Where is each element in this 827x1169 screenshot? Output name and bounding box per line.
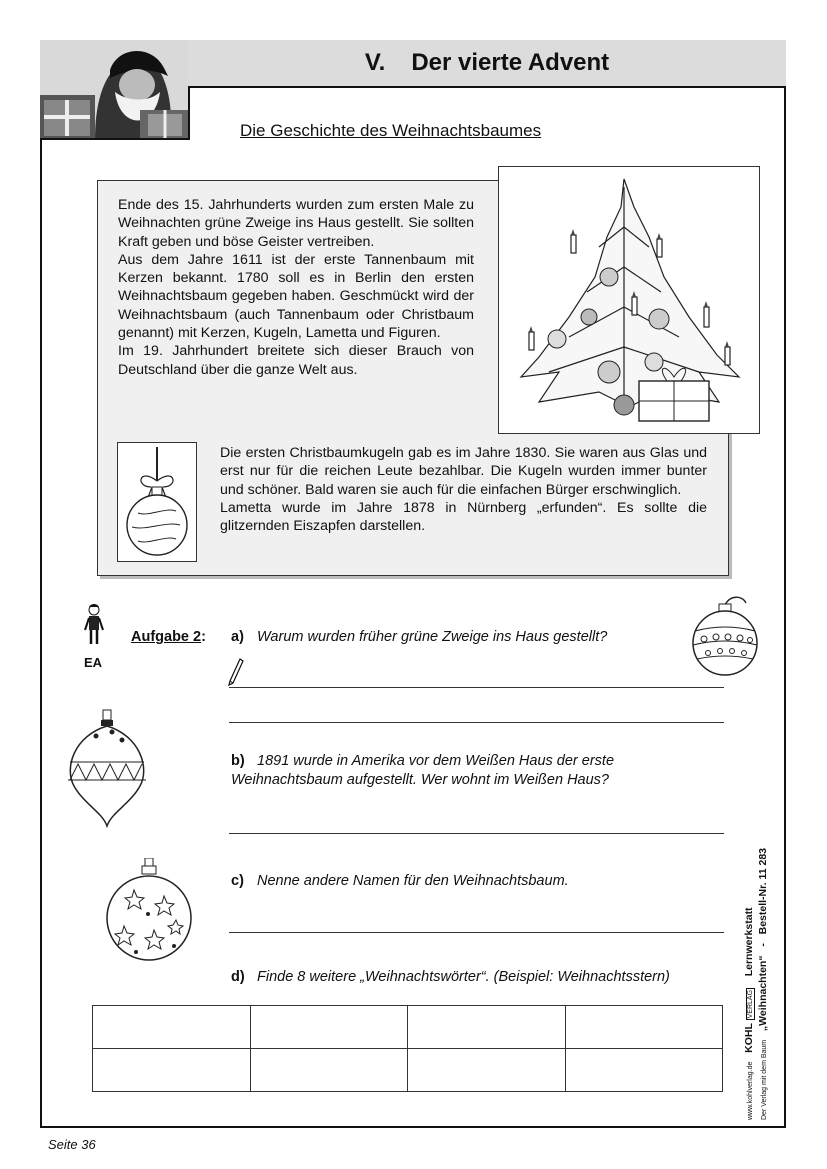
work-form-label: EA	[84, 655, 103, 670]
word-cell-7[interactable]	[408, 1049, 566, 1092]
publisher-sidebar	[743, 848, 789, 1120]
word-cell-1[interactable]	[93, 1006, 251, 1049]
info-paragraph-2	[220, 444, 707, 535]
task-label-colon: :	[201, 629, 206, 645]
ornament-stars-icon	[104, 858, 196, 978]
word-cell-8[interactable]	[565, 1049, 723, 1092]
word-cell-4[interactable]	[565, 1006, 723, 1049]
question-d-text: Finde 8 weitere „Weihnachtswörter“. (Beispiel: Weihnachtsstern)	[257, 969, 670, 985]
question-a-text: Warum wurden früher grüne Zweige ins Haus gestellt?	[257, 629, 608, 645]
word-cell-3[interactable]	[408, 1006, 566, 1049]
child-figure-icon	[83, 604, 105, 644]
publisher-name: KOHL	[743, 1023, 755, 1053]
question-d-letter: d)	[231, 969, 245, 985]
question-c	[231, 872, 681, 891]
word-cell-2[interactable]	[250, 1006, 408, 1049]
task-label	[131, 629, 206, 645]
word-cell-5[interactable]	[93, 1049, 251, 1092]
page-subtitle: Die Geschichte des Weihnachtsbaumes	[240, 121, 542, 140]
question-c-text: Nenne andere Namen für den Weihnachtsbaum.	[257, 873, 569, 889]
answer-line-c[interactable]	[229, 932, 724, 933]
publisher-badge: VERLAG	[747, 989, 754, 1019]
santa-illustration	[40, 40, 190, 140]
sidebar-separator: -	[757, 943, 769, 947]
question-a-letter: a)	[231, 629, 244, 645]
sidebar-row-2	[757, 848, 771, 1120]
order-number: Bestell-Nr. 11 283	[757, 848, 769, 935]
question-b-text: 1891 wurde in Amerika vor dem Weißen Haus der erste Weihnachtsbaum aufgestellt. Wer wohnt im Weißen Haus?	[231, 753, 615, 788]
question-d	[231, 968, 731, 987]
task-label-text: Aufgabe 2	[131, 629, 202, 645]
sidebar-row-1	[743, 860, 757, 1120]
answer-line-b[interactable]	[229, 833, 724, 834]
chapter-title-bar	[188, 40, 786, 88]
answer-line-a2[interactable]	[229, 722, 724, 723]
ornament-drop-icon	[64, 708, 154, 828]
info-paragraph-1	[118, 196, 474, 379]
info-paragraph-2-text: Die ersten Christbaumkugeln gab es im Jahre 1830. Sie waren aus Glas und erst nur für die reichen Leute bezahlbar. Die Kugeln wurden immer bunter und schöner. Bald waren sie auch für die einfachen Bürger erschwinglich. Lametta wurde im Jahre 1878 in Nürnberg „erfunden“. Es sollte die glitzernden Eiszapfen darstellen.	[220, 445, 707, 535]
publisher-slogan: Der Verlag mit dem Baum	[761, 1039, 768, 1120]
question-b	[231, 752, 701, 790]
answer-line-a1[interactable]	[229, 687, 724, 688]
question-c-letter: c)	[231, 873, 244, 889]
publisher-website: www.kohlverlag.de	[747, 1061, 754, 1120]
chapter-number: V.	[364, 49, 386, 76]
product-line-2: „Weihnachten“	[757, 955, 769, 1032]
info-paragraph-1-text: Ende des 15. Jahrhunderts wurden zum ersten Male zu Weihnachten grüne Zweige ins Haus gestellt. Sie sollten Kraft geben und böse Geister vertreiben. Aus dem Jahre 1611 ist der erste Tannenbaum mit Kerzen bekannt. 1780 soll es in Berlin den ersten Weihnachtsbaum gegeben haben. Geschmückt wird der Weihnachtsbaum (auch Tannenbaum oder Christbaum genannt) mit Kerzen, Kugeln, Lametta und Figuren. Im 19. Jahrhundert breitete sich dieser Brauch von Deutschland über die ganze Welt aus.	[118, 197, 474, 378]
word-cell-6[interactable]	[250, 1049, 408, 1092]
page-number: Seite 36	[48, 1137, 96, 1152]
question-b-letter: b)	[231, 753, 245, 769]
question-a	[231, 628, 681, 647]
christmas-tree-illustration	[498, 166, 760, 434]
pencil-icon	[228, 658, 244, 686]
word-answer-grid	[92, 1005, 723, 1092]
ornament-illustration-box	[117, 442, 197, 562]
chapter-title: Der vierte Advent	[411, 49, 610, 76]
product-line-1: Lernwerkstatt	[743, 907, 755, 977]
ornament-striped-icon	[690, 593, 760, 679]
